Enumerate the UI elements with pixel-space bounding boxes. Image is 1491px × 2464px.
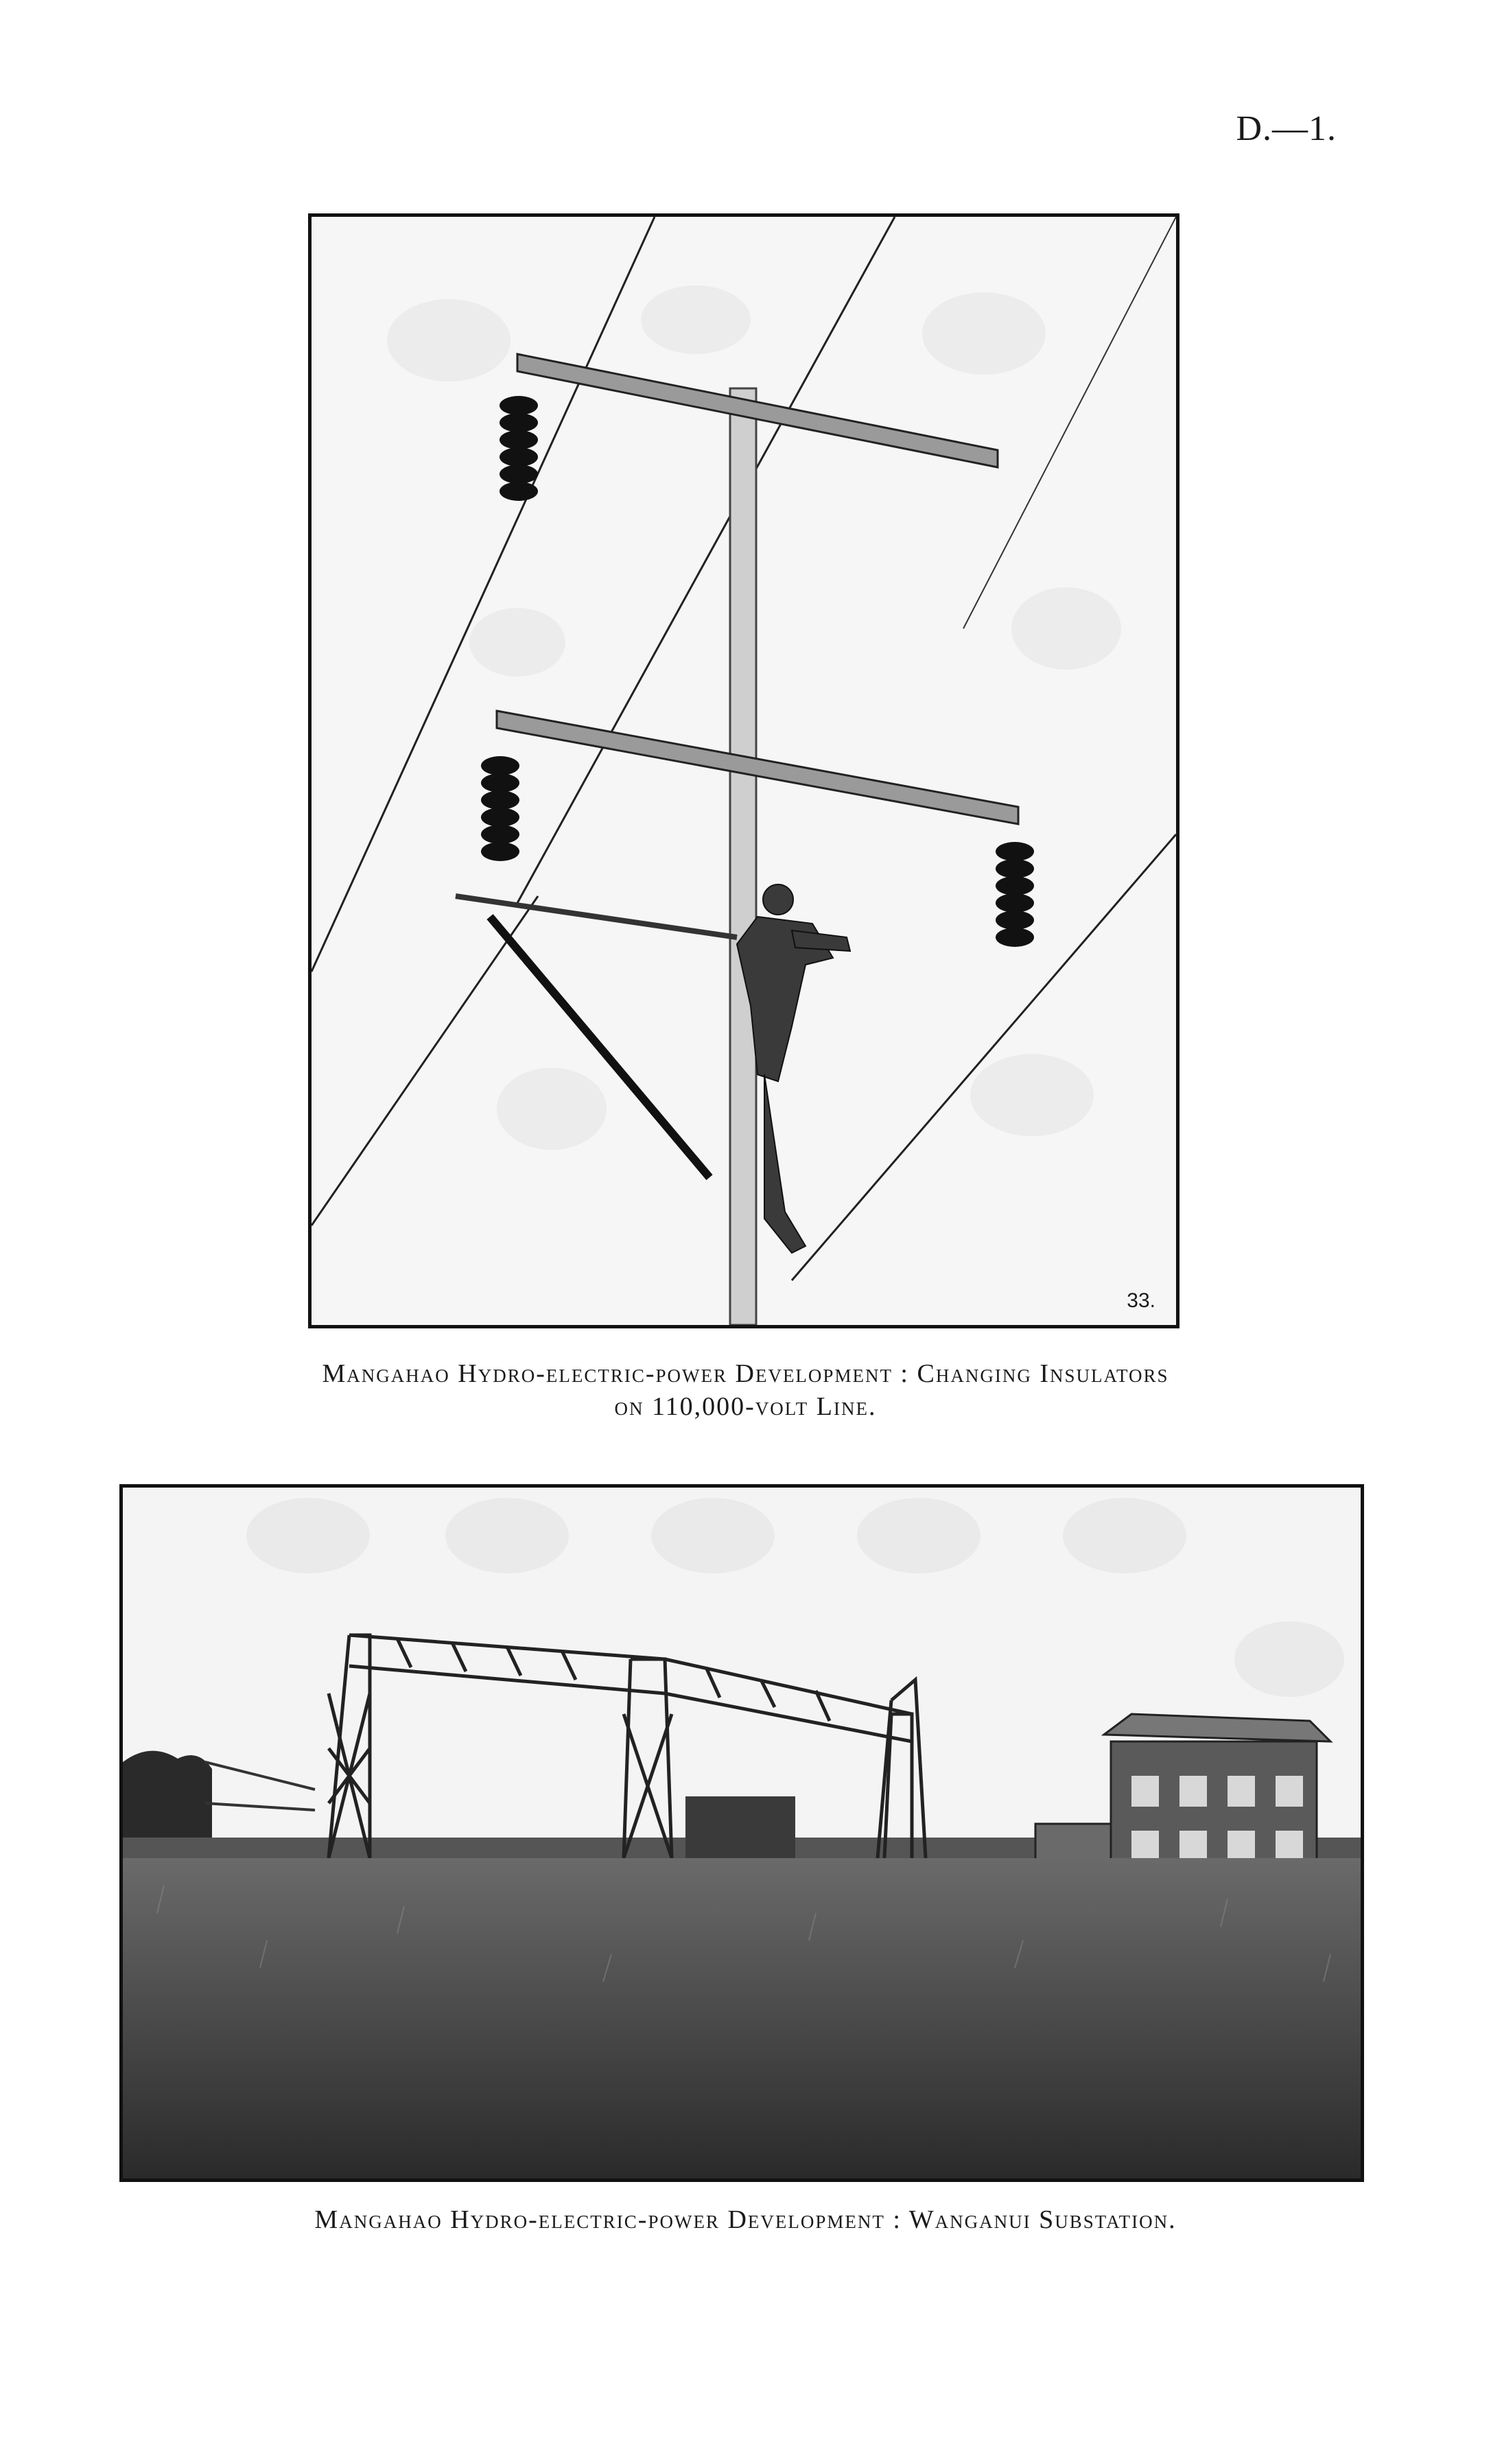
photo-changing-insulators	[308, 213, 1179, 1328]
figure-caption-1	[0, 1357, 1491, 1423]
caption-line: Mangahao Hydro-electric-power Development : Changing Insulators	[322, 1359, 1169, 1388]
plate-number: 33.	[1127, 1289, 1155, 1312]
caption-line: Mangahao Hydro-electric-power Development : Wanganui Substation.	[314, 2205, 1177, 2234]
pole-photograph	[312, 217, 1176, 1325]
caption-line: on 110,000-volt Line.	[614, 1392, 877, 1421]
page-reference: D.—1.	[1236, 109, 1337, 148]
substation-photograph	[123, 1488, 1361, 2179]
photo-wanganui-substation	[119, 1484, 1364, 2182]
figure-caption-2	[0, 2203, 1491, 2236]
